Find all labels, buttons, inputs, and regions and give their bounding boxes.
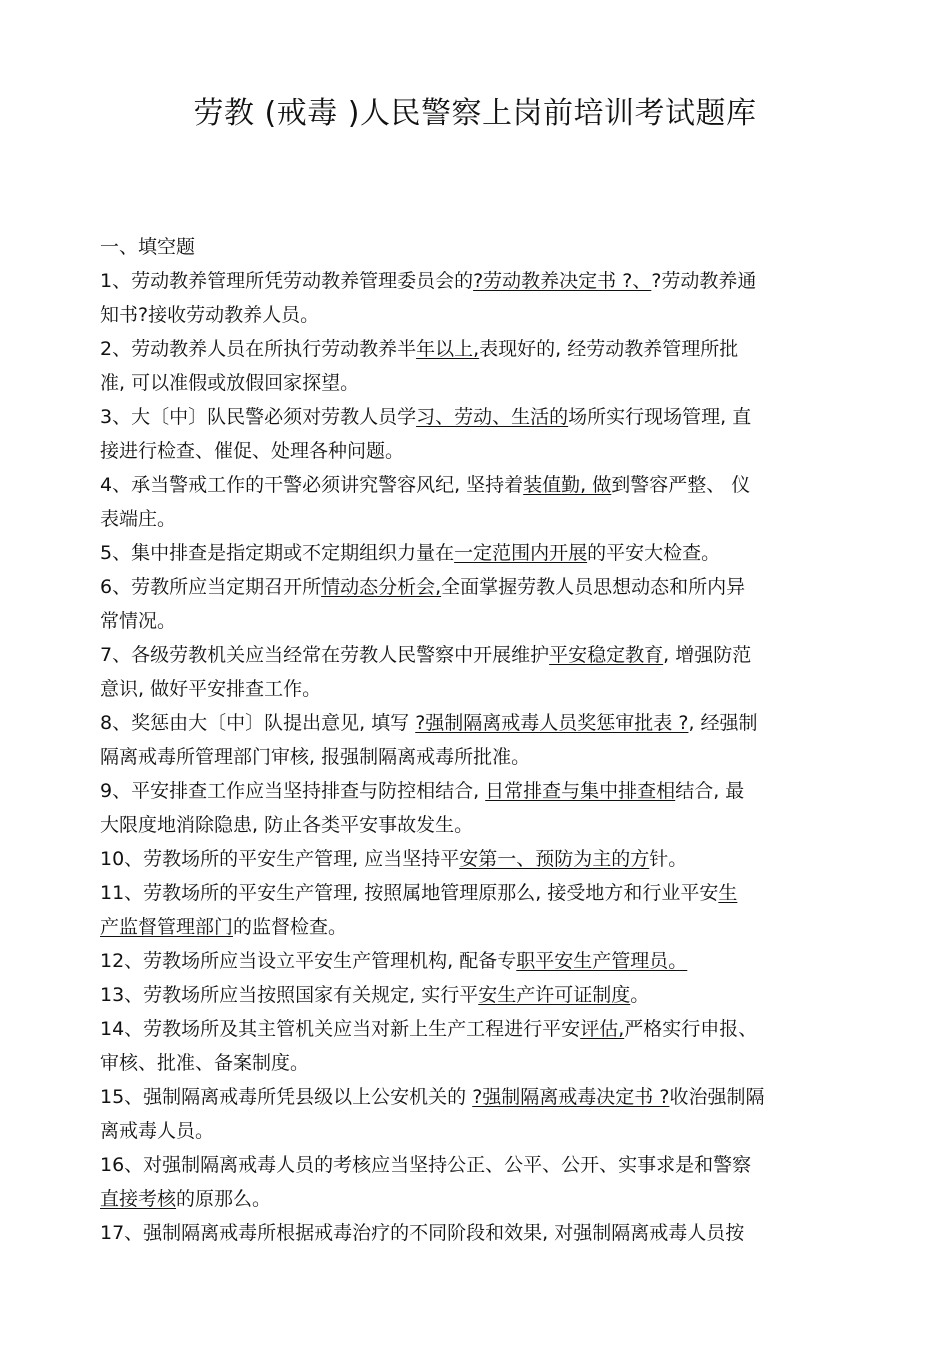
question-line <box>100 1216 860 1250</box>
question-text: 6、劳教所应当定期召开所 <box>100 576 322 598</box>
question-text: 表现好的, 经劳动教养管理所批 <box>479 338 739 360</box>
answer-text: 安第一、预防为主的方 <box>459 848 650 870</box>
question-text: 到警容严整、 仪 <box>611 474 751 496</box>
question-line <box>100 434 860 468</box>
answer-text: 评估, <box>580 1018 625 1040</box>
question-item <box>100 876 860 944</box>
question-text: 7、各级劳教机关应当经常在劳教人民警察中开展维护 <box>100 644 550 666</box>
answer-text: 产监督管理部门 <box>100 916 234 938</box>
question-text: 严格实行申报、 <box>624 1018 758 1040</box>
question-line <box>100 1182 860 1216</box>
question-text: 意识, 做好平安排查工作。 <box>100 678 322 700</box>
page-title: 劳教 (戒毒 )人民警察上岗前培训考试题库 <box>193 96 757 131</box>
question-line <box>100 1046 860 1080</box>
question-text: 5、集中排查是指定期或不定期组织力量在 <box>100 542 455 564</box>
question-line <box>100 536 860 570</box>
question-text: 表端庄。 <box>100 508 177 530</box>
question-item <box>100 468 860 536</box>
question-line <box>100 264 860 298</box>
question-text: 场所实行现场管理, 直 <box>568 406 752 428</box>
question-item <box>100 1080 860 1148</box>
question-text: 2、劳动教养人员在所执行劳动教养半 <box>100 338 417 360</box>
question-list <box>100 230 860 1250</box>
question-text: 的监督检查。 <box>233 916 348 938</box>
question-text: 12、劳教场所应当设立平安生产管理机构, 配备专 <box>100 950 517 972</box>
answer-text: 日常排查与集中排查相 <box>485 780 676 802</box>
question-text: 的原那么。 <box>176 1188 272 1210</box>
question-item <box>100 1216 860 1250</box>
answer-text: 年以上, <box>416 338 480 360</box>
question-line <box>100 468 860 502</box>
question-text: 。 <box>630 984 650 1006</box>
question-text: 审核、批准、备案制度。 <box>100 1052 310 1074</box>
question-text: 11、劳教场所的平安生产管理, 按照属地管理原那么, 接受地方和行业平安 <box>100 882 719 904</box>
question-line <box>100 400 860 434</box>
question-text: 的平安大检查。 <box>587 542 721 564</box>
answer-text: 平安稳定教育 <box>549 644 664 666</box>
question-line <box>100 1148 860 1182</box>
question-text: 接进行检查、催促、处理各种问题。 <box>100 440 405 462</box>
question-line <box>100 502 860 536</box>
question-text: 13、劳教场所应当按照国家有关规定, 实行平 <box>100 984 479 1006</box>
question-text: 结合, 最 <box>675 780 745 802</box>
question-line <box>100 808 860 842</box>
question-text: 16、对强制隔离戒毒人员的考核应当坚持公正、公平、公开、实事求是和警察 <box>100 1154 752 1176</box>
question-line <box>100 774 860 808</box>
question-text: ?劳动教养通 <box>651 270 757 292</box>
answer-text: ?强制隔离戒毒决定书 ? <box>472 1086 670 1108</box>
question-text: 大限度地消除隐患, 防止各类平安事故发生。 <box>100 814 474 836</box>
question-text: 14、劳教场所及其主管机关应当对新上生产工程进行平安 <box>100 1018 581 1040</box>
question-line <box>100 978 860 1012</box>
question-line <box>100 366 860 400</box>
question-line <box>100 332 860 366</box>
question-text: , 增强防范 <box>663 644 752 666</box>
answer-text: 安生产许可证制度 <box>478 984 631 1006</box>
question-text: 离戒毒人员。 <box>100 1120 215 1142</box>
answer-text: 生 <box>718 882 738 904</box>
question-text: 全面掌握劳教人员思想动态和所内异 <box>441 576 746 598</box>
answer-text: 一定范围内开展 <box>454 542 588 564</box>
question-line <box>100 842 860 876</box>
section-heading: 一、填空题 <box>100 236 196 258</box>
answer-text: 职平安生产管理员。 <box>516 950 688 972</box>
question-item <box>100 264 860 332</box>
answer-text: ?强制隔离戒毒人员奖惩审批表 ? <box>415 712 689 734</box>
question-line <box>100 910 860 944</box>
answer-text: 直接考核 <box>100 1188 177 1210</box>
question-line <box>100 570 860 604</box>
question-item <box>100 1148 860 1216</box>
question-item <box>100 706 860 774</box>
question-line <box>100 672 860 706</box>
answer-text: ?劳动教养决定书 ?、 <box>473 270 652 292</box>
answer-text: 装值勤, 做 <box>523 474 612 496</box>
question-line <box>100 944 860 978</box>
question-text: , 经强制 <box>688 712 758 734</box>
question-line <box>100 638 860 672</box>
question-text: 15、强制隔离戒毒所凭县级以上公安机关的 <box>100 1086 473 1108</box>
question-item <box>100 842 860 876</box>
question-item <box>100 774 860 842</box>
question-item <box>100 978 860 1012</box>
question-text: 8、奖惩由大〔中〕队提出意见, 填写 <box>100 712 416 734</box>
question-item <box>100 944 860 978</box>
question-text: 10、劳教场所的平安生产管理, 应当坚持平 <box>100 848 460 870</box>
question-item <box>100 1012 860 1080</box>
question-item <box>100 332 860 400</box>
question-line <box>100 1114 860 1148</box>
question-item <box>100 536 860 570</box>
question-text: 4、承当警戒工作的干警必须讲究警容风纪, 坚持着 <box>100 474 524 496</box>
question-item <box>100 400 860 468</box>
question-line <box>100 876 860 910</box>
answer-text: 习、劳动、生活的 <box>416 406 569 428</box>
question-text: 知书?接收劳动教养人员。 <box>100 304 320 326</box>
question-text: 9、平安排查工作应当坚持排查与防控相结合, <box>100 780 486 802</box>
question-text: 3、大〔中〕队民警必须对劳教人员学 <box>100 406 417 428</box>
question-items <box>100 264 860 1250</box>
question-text: 1、劳动教养管理所凭劳动教养管理委员会的 <box>100 270 474 292</box>
question-line <box>100 298 860 332</box>
question-text: 收治强制隔 <box>669 1086 765 1108</box>
question-line <box>100 1012 860 1046</box>
question-item <box>100 570 860 638</box>
question-text: 准, 可以准假或放假回家探望。 <box>100 372 360 394</box>
question-line <box>100 706 860 740</box>
question-item <box>100 638 860 706</box>
question-text: 针。 <box>649 848 688 870</box>
answer-text: 情动态分析会, <box>321 576 442 598</box>
question-text: 隔离戒毒所管理部门审核, 报强制隔离戒毒所批准。 <box>100 746 531 768</box>
question-text: 17、强制隔离戒毒所根据戒毒治疗的不同阶段和效果, 对强制隔离戒毒人员按 <box>100 1222 745 1244</box>
question-text: 常情况。 <box>100 610 177 632</box>
question-line <box>100 740 860 774</box>
question-line <box>100 1080 860 1114</box>
question-line <box>100 604 860 638</box>
